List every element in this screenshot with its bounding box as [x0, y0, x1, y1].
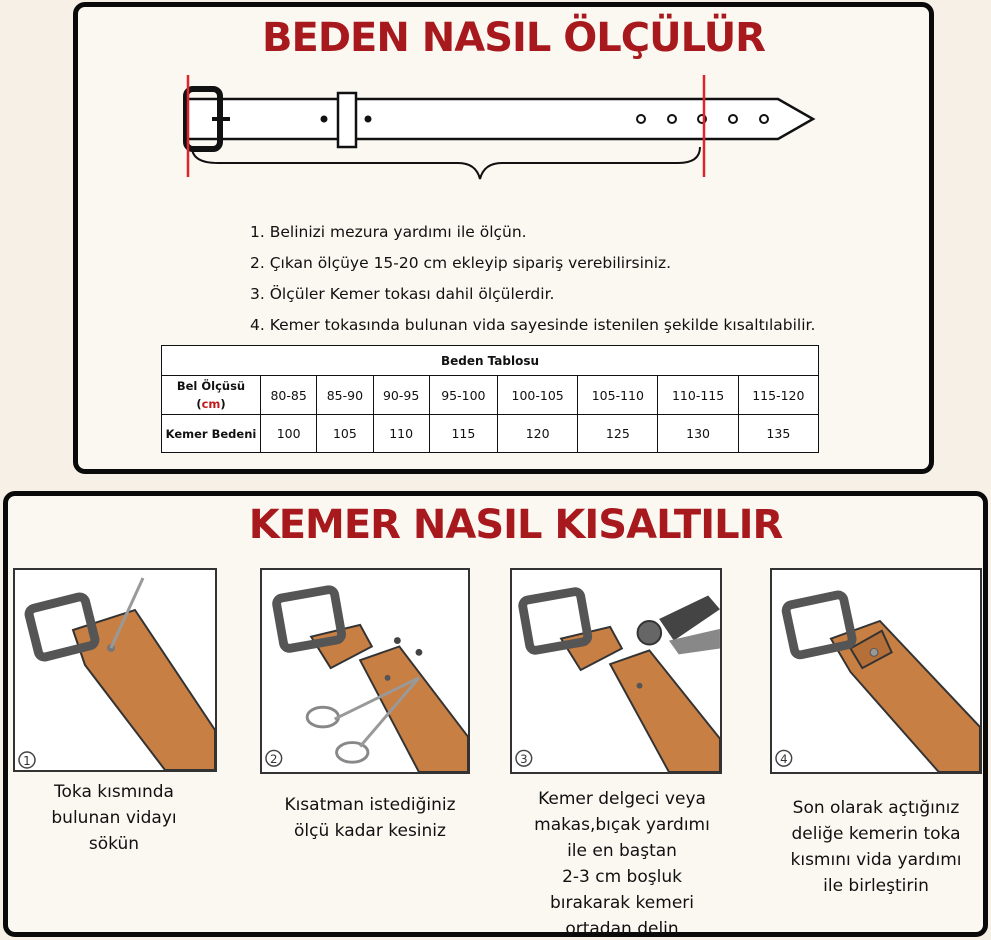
belt-scissors-icon — [262, 570, 468, 772]
caption-line: Son olarak açtığınız — [792, 798, 960, 818]
caption-line: bırakarak kemeri — [550, 893, 694, 913]
caption-line: ile en baştan — [567, 841, 677, 861]
waist-cell: 95-100 — [429, 376, 497, 415]
caption-line: Kemer delgeci veya — [538, 789, 706, 809]
waist-unit: cm — [201, 397, 221, 411]
belt-buckle-icon — [772, 570, 980, 772]
size-cell: 100 — [261, 415, 317, 453]
waist-unit-wrap: (cm) — [196, 397, 226, 411]
waist-cell: 110-115 — [658, 376, 738, 415]
instructions-list — [250, 217, 815, 341]
instruction-item: 4. Kemer tokasında bulunan vida sayesinde istenilen şekilde kısaltılabilir. — [250, 316, 816, 334]
caption-line: sökün — [88, 834, 140, 854]
size-cell: 125 — [578, 415, 658, 453]
belt-screwdriver-icon — [15, 570, 215, 770]
waist-cell: 105-110 — [578, 376, 658, 415]
waist-label: Bel Ölçüsü — [176, 379, 246, 393]
step-2-caption — [260, 792, 480, 844]
caption-line: ölçü kadar kesiniz — [294, 821, 446, 841]
step-2-illustration — [260, 568, 470, 774]
waist-cell: 85-90 — [317, 376, 373, 415]
size-table — [161, 345, 819, 453]
waist-cell: 100-105 — [498, 376, 578, 415]
caption-line: Toka kısmında — [54, 782, 174, 802]
size-cell: 120 — [498, 415, 578, 453]
instruction-item: 2. Çıkan ölçüye 15-20 cm ekleyip sipariş verebilirsiniz. — [250, 254, 672, 272]
caption-line: kısmını vida yardımı — [790, 850, 962, 870]
size-cell: 115 — [429, 415, 497, 453]
measure-title: BEDEN NASIL ÖLÇÜLÜR — [262, 15, 765, 61]
belt-measure-diagram — [178, 67, 838, 192]
step-1-illustration — [13, 568, 217, 772]
instruction-item: 1. Belinizi mezura yardımı ile ölçün. — [250, 223, 527, 241]
shorten-title: KEMER NASIL KISALTILIR — [248, 502, 783, 548]
caption-line: Kısatman istediğiniz — [284, 795, 456, 815]
step-3-caption — [510, 786, 734, 940]
step-4-caption — [766, 795, 986, 899]
step-1-caption — [14, 779, 214, 857]
step-3-illustration — [510, 568, 722, 774]
size-table-caption: Beden Tablosu — [162, 346, 819, 376]
size-cell: 105 — [317, 415, 373, 453]
step-number: 1 — [23, 754, 31, 768]
instruction-item: 3. Ölçüler Kemer tokası dahil ölçülerdir. — [250, 285, 555, 303]
caption-line: bulunan vidayı — [51, 808, 177, 828]
step-number: 2 — [270, 752, 278, 767]
waist-cell: 90-95 — [373, 376, 429, 415]
size-row-header: Kemer Bedeni — [162, 415, 261, 453]
size-cell: 135 — [738, 415, 818, 453]
caption-line: 2-3 cm boşluk — [562, 867, 682, 887]
caption-line: ortadan delin — [565, 919, 679, 939]
waist-cell: 80-85 — [261, 376, 317, 415]
caption-line: makas,bıçak yardımı — [534, 815, 710, 835]
waist-cell: 115-120 — [738, 376, 818, 415]
step-number: 3 — [520, 752, 528, 767]
belt-keeper-icon — [338, 93, 356, 147]
step-number: 4 — [780, 752, 788, 767]
waist-row-header — [162, 376, 261, 415]
caption-line: ile birleştirin — [823, 876, 929, 896]
caption-line: deliğe kemerin toka — [791, 824, 961, 844]
size-cell: 130 — [658, 415, 738, 453]
measure-panel — [73, 2, 934, 474]
shorten-panel — [3, 491, 988, 937]
step-4-illustration — [770, 568, 982, 774]
belt-hole-punch-icon — [512, 570, 720, 772]
size-cell: 110 — [373, 415, 429, 453]
